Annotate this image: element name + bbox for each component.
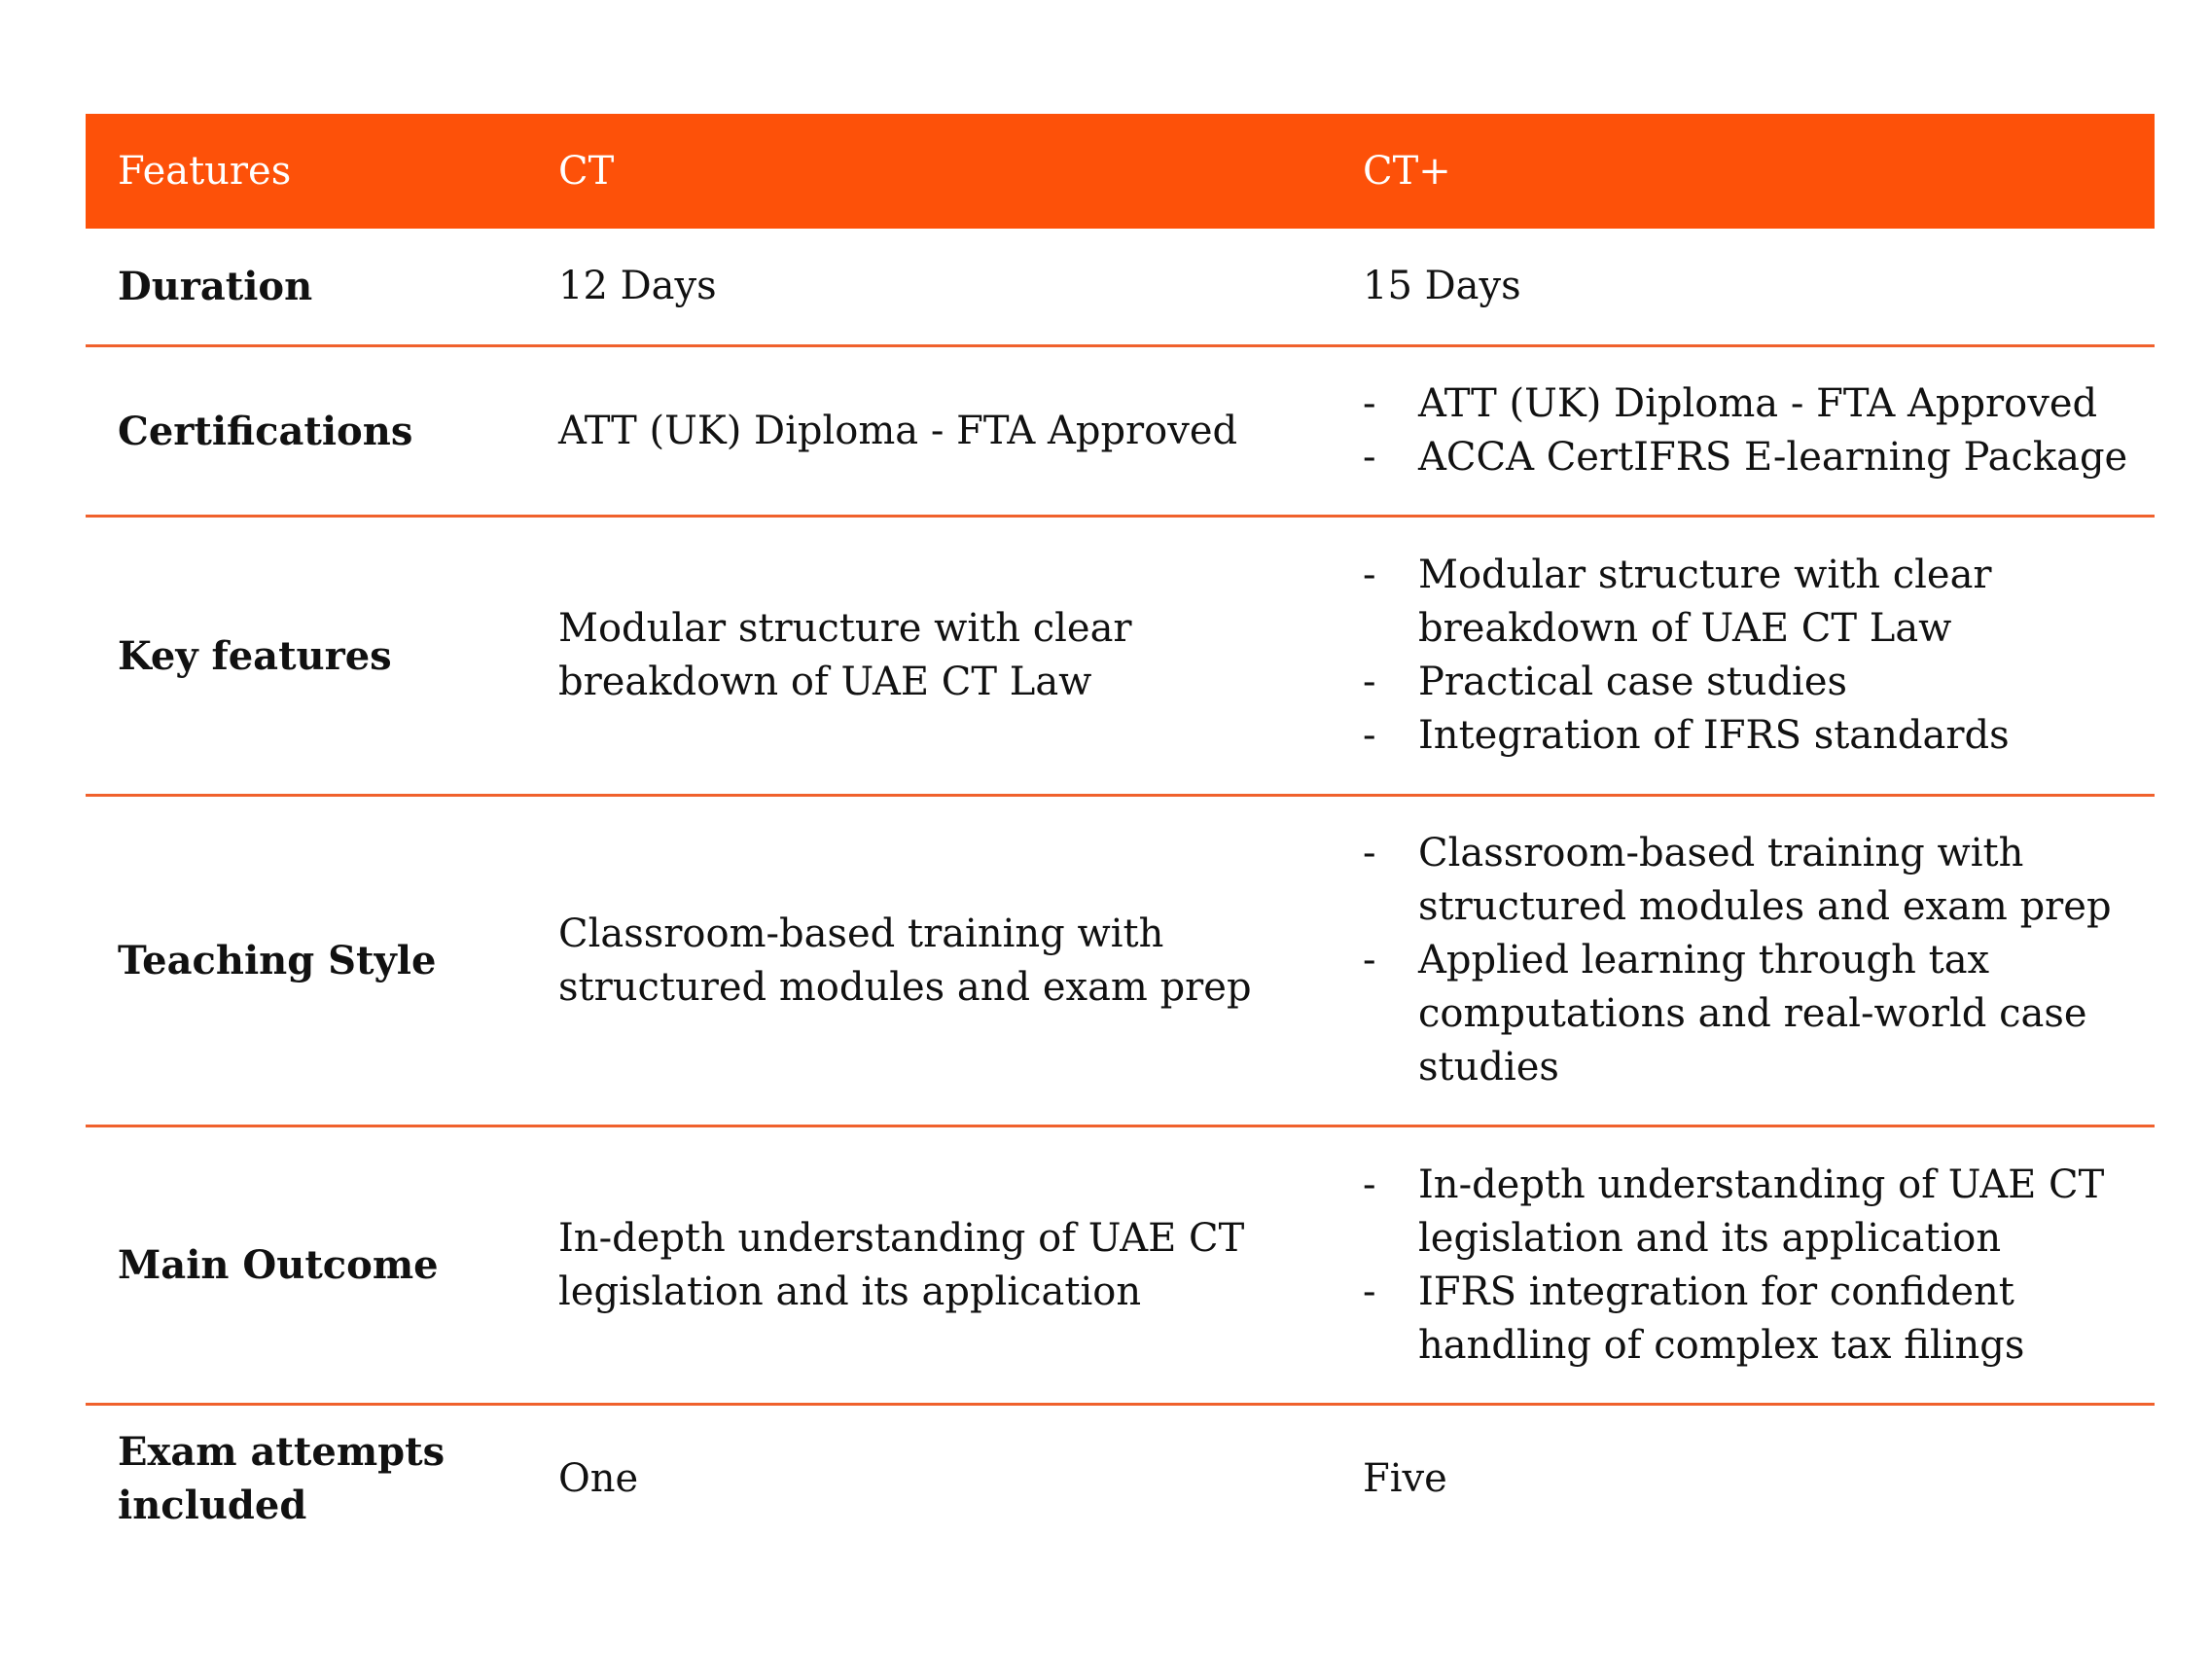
feature-label: Duration — [118, 264, 313, 309]
ctplus-value — [1331, 1159, 2155, 1373]
ctplus-value — [1331, 827, 2155, 1094]
list-item: - ATT (UK) Diploma - FTA Approved — [1363, 377, 2135, 431]
list-item: - Modular structure with clear breakdown of UAE CT Law — [1363, 549, 2135, 656]
ctplus-list — [1363, 377, 2135, 484]
table-row-certifications — [86, 347, 2155, 518]
table-header — [86, 114, 2155, 229]
table-row-teaching-style — [86, 797, 2155, 1127]
list-item: - Practical case studies — [1363, 656, 2135, 709]
ctplus-list — [1363, 549, 2135, 763]
list-item: - Applied learning through tax computations and real-world case studies — [1363, 934, 2135, 1094]
feature-label: Key features — [118, 632, 392, 679]
table-row-main-outcome — [86, 1127, 2155, 1406]
ct-value: Modular structure with clear breakdown of UAE CT Law — [558, 606, 1132, 704]
header-features: Features — [118, 148, 292, 194]
header-ct: CT — [558, 148, 615, 194]
table-row-exam-attempts — [86, 1406, 2155, 1552]
list-item: - IFRS integration for confident handling of complex tax filings — [1363, 1266, 2135, 1373]
table-row-duration — [86, 229, 2155, 347]
header-ctplus: CT+ — [1363, 148, 1451, 194]
ctplus-value — [1331, 377, 2155, 484]
feature-label: Exam attempts included — [118, 1429, 446, 1528]
ct-value: In-depth understanding of UAE CT legislation and its application — [558, 1215, 1245, 1314]
ctplus-list — [1363, 1159, 2135, 1373]
ct-value: ATT (UK) Diploma - FTA Approved — [558, 408, 1238, 453]
ctplus-value: 15 Days — [1363, 264, 1521, 308]
ct-value: Classroom-based training with structured modules and exam prep — [558, 911, 1252, 1010]
ctplus-list — [1363, 827, 2135, 1094]
feature-label: Main Outcome — [118, 1242, 439, 1288]
feature-label: Certifications — [118, 408, 413, 454]
table-row-key-features — [86, 518, 2155, 797]
list-item: - In-depth understanding of UAE CT legislation and its application — [1363, 1159, 2135, 1266]
ct-value: One — [558, 1455, 639, 1501]
ctplus-value — [1331, 549, 2155, 763]
feature-label: Teaching Style — [118, 938, 437, 983]
ct-value: 12 Days — [558, 264, 717, 308]
ctplus-value: Five — [1363, 1455, 1447, 1501]
list-item: - Classroom-based training with structured modules and exam prep — [1363, 827, 2135, 934]
comparison-table — [86, 114, 2155, 1552]
list-item: - Integration of IFRS standards — [1363, 709, 2135, 763]
list-item: - ACCA CertIFRS E-learning Package — [1363, 431, 2135, 484]
